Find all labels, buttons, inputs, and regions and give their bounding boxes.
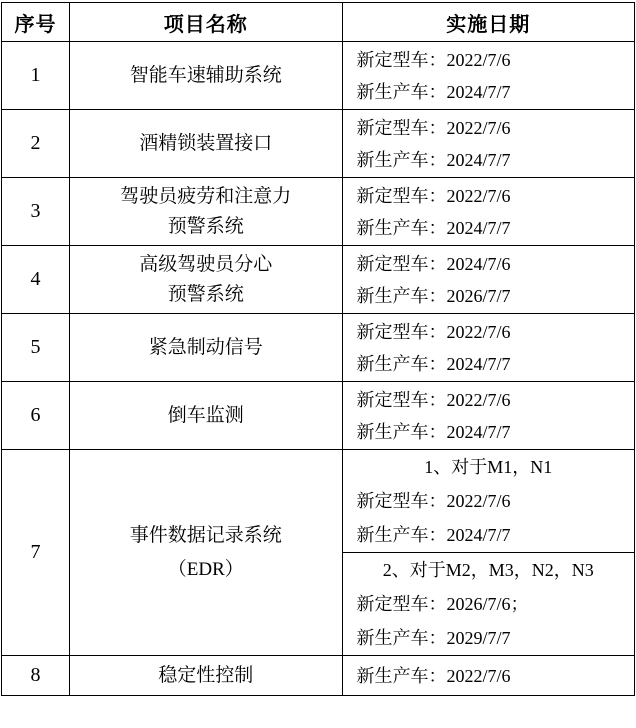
date-line: 新生产车：2024/7/7 — [356, 421, 511, 442]
date-line: 新定型车：2022/7/6 — [356, 49, 511, 70]
date-line: 新生产车：2026/7/7 — [356, 285, 511, 306]
row-number: 3 — [2, 178, 70, 246]
date-line: 新定型车：2022/7/6 — [356, 491, 511, 511]
row-implementation-date — [342, 314, 634, 382]
table-row — [2, 42, 635, 110]
row-implementation-date — [342, 42, 634, 110]
date-line: 新生产车：2024/7/7 — [356, 217, 511, 238]
table-header-row — [2, 3, 635, 42]
table-row — [2, 450, 635, 656]
header-cell-date: 实施日期 — [342, 3, 634, 42]
header-cell-no: 序号 — [2, 3, 70, 42]
row-implementation-date — [342, 382, 634, 450]
row-project-name: 稳定性控制 — [70, 656, 342, 696]
row-project-name: 紧急制动信号 — [70, 314, 342, 382]
date-group — [343, 180, 634, 244]
requirements-table — [1, 2, 635, 696]
date-line: 新生产车：2022/7/6 — [356, 665, 511, 686]
table-row — [2, 246, 635, 314]
row-implementation-date — [342, 450, 634, 656]
date-line: 新定型车：2022/7/6 — [356, 185, 511, 206]
date-line: 新定型车：2026/7/6； — [356, 594, 529, 614]
row-number: 2 — [2, 110, 70, 178]
date-line: 新定型车：2024/7/6 — [356, 253, 511, 274]
row-project-name: 酒精锁装置接口 — [70, 110, 342, 178]
date-group — [343, 112, 634, 176]
date-group — [343, 316, 634, 380]
date-group-label: 2、对于M2，M3，N2，N3 — [382, 560, 594, 580]
row-number: 6 — [2, 382, 70, 450]
table-row — [2, 314, 635, 382]
row-implementation-date — [342, 246, 634, 314]
date-line: 新生产车：2029/7/7 — [356, 628, 511, 648]
row-project-name: 驾驶员疲劳和注意力 预警系统 — [70, 178, 342, 246]
table-row — [2, 178, 635, 246]
row-implementation-date — [342, 656, 634, 696]
date-group — [343, 660, 634, 692]
date-group — [343, 384, 634, 448]
row-number: 8 — [2, 656, 70, 696]
row-implementation-date — [342, 178, 634, 246]
date-group-label: 1、对于M1，N1 — [424, 457, 553, 477]
row-number: 4 — [2, 246, 70, 314]
date-group — [343, 450, 634, 552]
date-line: 新生产车：2024/7/7 — [356, 353, 511, 374]
date-line: 新定型车：2022/7/6 — [356, 389, 511, 410]
row-number: 5 — [2, 314, 70, 382]
date-group — [343, 552, 634, 655]
table-row — [2, 382, 635, 450]
date-line: 新生产车：2024/7/7 — [356, 149, 511, 170]
date-line: 新定型车：2022/7/6 — [356, 117, 511, 138]
table-row — [2, 656, 635, 696]
row-project-name: 倒车监测 — [70, 382, 342, 450]
row-implementation-date — [342, 110, 634, 178]
header-cell-name: 项目名称 — [70, 3, 342, 42]
row-project-name: 高级驾驶员分心 预警系统 — [70, 246, 342, 314]
table-row — [2, 110, 635, 178]
date-line: 新生产车：2024/7/7 — [356, 81, 511, 102]
row-project-name: 事件数据记录系统 （EDR） — [70, 450, 342, 656]
date-group — [343, 248, 634, 312]
row-project-name: 智能车速辅助系统 — [70, 42, 342, 110]
row-number: 1 — [2, 42, 70, 110]
date-line: 新生产车：2024/7/7 — [356, 525, 511, 545]
document-page — [0, 2, 636, 728]
date-group — [343, 44, 634, 108]
date-line: 新定型车：2022/7/6 — [356, 321, 511, 342]
row-number: 7 — [2, 450, 70, 656]
